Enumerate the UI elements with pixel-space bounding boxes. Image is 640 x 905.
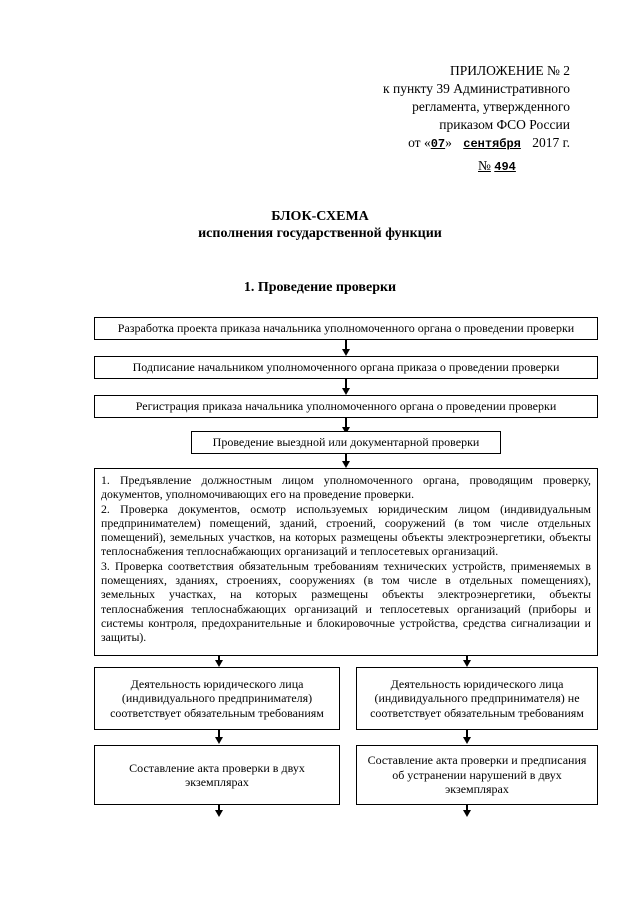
appendix-block — [310, 62, 570, 153]
detail-item: 1. Предъявление должностным лицом уполномоченного органа, проводящим проверку, документов, уполномочивающих его на проведение проверки. — [101, 473, 591, 502]
step-register-order: Регистрация приказа начальника уполномоченного органа о проведении проверки — [94, 395, 598, 418]
number-value: 494 — [494, 160, 516, 174]
doc-subtitle: исполнения государственной функции — [198, 226, 442, 241]
result-compliant: Деятельность юридического лица (индивидуального предпринимателя) соответствует обязательным требованиям — [94, 667, 340, 730]
date-prefix: от « — [408, 135, 431, 150]
appendix-date — [310, 134, 570, 153]
step-conduct-inspection: Проведение выездной или документарной проверки — [191, 431, 501, 454]
appendix-number — [478, 157, 516, 176]
step-sign-order: Подписание начальником уполномоченного органа приказа о проведении проверки — [94, 356, 598, 379]
section-title: 1. Проведение проверки — [243, 280, 397, 295]
date-day: 07 — [430, 137, 446, 151]
date-month: сентября — [463, 137, 521, 151]
detail-item: 3. Проверка соответствия обязательным требованиям технических устройств, применяемых в помещениях, зданиях, строениях, сооружениях (в том числе в отдельных помещениях), земельных участках, на которых размещены объекты электроэнергетики, объекты теплоснабжения теплоснабжающих организаций и теплосетевых организаций (приборы и системы контроля, предохранительные и блокировочные устройства, средства сигнализации и защиты). — [101, 558, 591, 645]
appendix-line-2: регламента, утвержденного — [412, 99, 570, 114]
number-label: № — [478, 158, 491, 173]
act-with-prescription: Составление акта проверки и предписания об устранении нарушений в двух экземплярах — [356, 745, 598, 805]
appendix-line-1: к пункту 39 Административного — [383, 81, 570, 96]
date-suffix: 2017 г. — [532, 135, 570, 150]
detail-item: 2. Проверка документов, осмотр используемых юридическим лицом (индивидуальным предпринимателем) помещений, зданий, строений, сооружений (в том числе отдельных помещений), земельных участков, на которых размещены объекты электроэнергетики, объекты теплоснабжения теплоснабжающих организаций и теплосетевых организаций. — [101, 501, 591, 559]
inspection-details — [94, 468, 598, 656]
date-mid: » — [445, 135, 452, 150]
result-noncompliant: Деятельность юридического лица (индивидуального предпринимателя) не соответствует обязательным требованиям — [356, 667, 598, 730]
appendix-title: ПРИЛОЖЕНИЕ № 2 — [449, 63, 570, 78]
step-draft-order: Разработка проекта приказа начальника уполномоченного органа о проведении проверки — [94, 317, 598, 340]
doc-title: БЛОК-СХЕМА — [271, 209, 369, 224]
act-two-copies: Составление акта проверки в двух экземплярах — [94, 745, 340, 805]
appendix-line-3: приказом ФСО России — [439, 117, 570, 132]
